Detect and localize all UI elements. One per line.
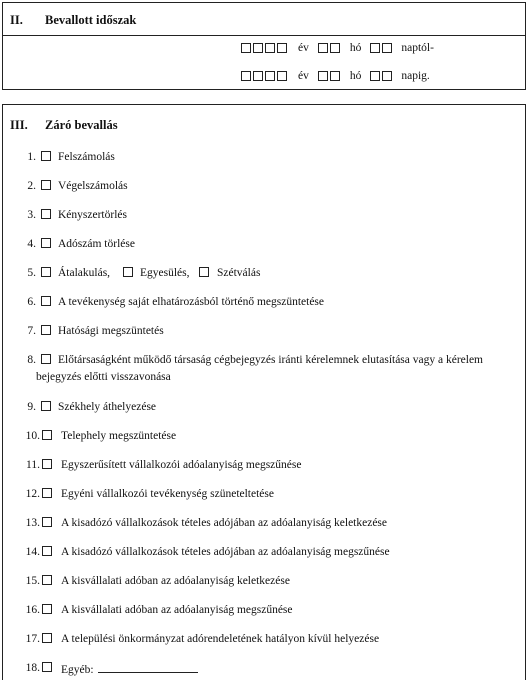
item-number: 18. bbox=[25, 662, 40, 674]
day-label: napig. bbox=[401, 70, 430, 82]
day-to-boxes[interactable] bbox=[370, 71, 392, 81]
item-label: A települési önkormányzat adórendeletének hatályon kívül helyezése bbox=[61, 633, 380, 645]
other-item bbox=[61, 660, 198, 678]
checkbox[interactable] bbox=[41, 238, 51, 248]
checkbox[interactable] bbox=[41, 180, 51, 190]
digit-box[interactable] bbox=[370, 43, 380, 53]
item-number: 5. bbox=[27, 267, 36, 279]
checkbox[interactable] bbox=[123, 267, 133, 277]
period-from-row bbox=[241, 40, 434, 56]
year-to-boxes[interactable] bbox=[241, 71, 287, 81]
item-number: 12. bbox=[25, 488, 40, 500]
digit-box[interactable] bbox=[253, 71, 263, 81]
section-title: Záró bevallás bbox=[45, 118, 118, 132]
digit-box[interactable] bbox=[382, 43, 392, 53]
item-label: A tevékenység saját elhatározásból történő megszüntetése bbox=[58, 296, 324, 308]
digit-box[interactable] bbox=[330, 71, 340, 81]
item-number: 14. bbox=[25, 546, 40, 558]
digit-box[interactable] bbox=[265, 71, 275, 81]
section-reporting-period bbox=[2, 2, 526, 90]
item-label: Egyéni vállalkozói tevékenység szüneteltetése bbox=[61, 488, 274, 500]
digit-box[interactable] bbox=[370, 71, 380, 81]
digit-box[interactable] bbox=[318, 71, 328, 81]
checkbox[interactable] bbox=[42, 604, 52, 614]
checkbox[interactable] bbox=[42, 662, 52, 672]
period-to-row bbox=[241, 68, 430, 84]
item-number: 9. bbox=[27, 401, 36, 413]
item-number: 1. bbox=[27, 151, 36, 163]
item-label: Átalakulás, bbox=[58, 267, 111, 279]
item-label: Egyesülés, bbox=[140, 267, 190, 279]
item-label: A kisvállalati adóban az adóalanyiság megszűnése bbox=[61, 604, 293, 616]
other-text-field[interactable] bbox=[98, 660, 198, 673]
digit-box[interactable] bbox=[253, 43, 263, 53]
item-number: 13. bbox=[25, 517, 40, 529]
item-label: Felszámolás bbox=[58, 151, 115, 163]
item-label: Adószám törlése bbox=[58, 238, 135, 250]
section-number: III. bbox=[10, 118, 28, 132]
day-label: naptól- bbox=[401, 42, 434, 54]
checkbox[interactable] bbox=[42, 546, 52, 556]
checkbox[interactable] bbox=[42, 430, 52, 440]
month-from-boxes[interactable] bbox=[318, 43, 340, 53]
item-number: 2. bbox=[27, 180, 36, 192]
checkbox[interactable] bbox=[41, 151, 51, 161]
item-label: Előtársaságként működő társaság cégbejegyzés iránti kérelemnek elutasítása vagy a kérelem bejegyzés előtti visszavonása bbox=[36, 354, 484, 383]
item-number: 4. bbox=[27, 238, 36, 250]
item-number: 10. bbox=[25, 430, 40, 442]
item-number: 6. bbox=[27, 296, 36, 308]
section-title: Bevallott időszak bbox=[45, 13, 137, 27]
checkbox[interactable] bbox=[41, 401, 51, 411]
item-label: Székhely áthelyezése bbox=[58, 401, 157, 413]
item-label: Kényszertörlés bbox=[58, 209, 127, 221]
checkbox[interactable] bbox=[41, 209, 51, 219]
section-header bbox=[3, 3, 525, 36]
item-number: 8. bbox=[27, 354, 36, 366]
checkbox[interactable] bbox=[42, 517, 52, 527]
checkbox[interactable] bbox=[41, 325, 51, 335]
digit-box[interactable] bbox=[241, 71, 251, 81]
item-number: 11. bbox=[26, 459, 40, 471]
year-from-boxes[interactable] bbox=[241, 43, 287, 53]
day-from-boxes[interactable] bbox=[370, 43, 392, 53]
item-label: Telephely megszüntetése bbox=[61, 430, 177, 442]
checkbox[interactable] bbox=[41, 267, 51, 277]
digit-box[interactable] bbox=[382, 71, 392, 81]
digit-box[interactable] bbox=[241, 43, 251, 53]
checkbox[interactable] bbox=[42, 633, 52, 643]
item-label: A kisadózó vállalkozások tételes adójában az adóalanyiság megszűnése bbox=[61, 546, 390, 558]
year-label: év bbox=[298, 42, 309, 54]
year-label: év bbox=[298, 70, 309, 82]
checkbox[interactable] bbox=[41, 296, 51, 306]
item-number: 15. bbox=[25, 575, 40, 587]
item-label: Szétválás bbox=[217, 267, 261, 279]
checkbox[interactable] bbox=[42, 459, 52, 469]
month-label: hó bbox=[349, 70, 362, 82]
item-number: 3. bbox=[27, 209, 36, 221]
digit-box[interactable] bbox=[318, 43, 328, 53]
checkbox[interactable] bbox=[199, 267, 209, 277]
item-label: A kisadózó vállalkozások tételes adójában az adóalanyiság keletkezése bbox=[61, 517, 388, 529]
item-number: 16. bbox=[25, 604, 40, 616]
checkbox[interactable] bbox=[42, 575, 52, 585]
digit-box[interactable] bbox=[277, 71, 287, 81]
checkbox[interactable] bbox=[42, 488, 52, 498]
item-label: A kisvállalati adóban az adóalanyiság keletkezése bbox=[61, 575, 290, 587]
item-label: Végelszámolás bbox=[58, 180, 128, 192]
section-number: II. bbox=[10, 13, 23, 27]
digit-box[interactable] bbox=[277, 43, 287, 53]
month-to-boxes[interactable] bbox=[318, 71, 340, 81]
item-label: Egyéb: bbox=[61, 664, 94, 676]
digit-box[interactable] bbox=[265, 43, 275, 53]
item-number: 7. bbox=[27, 325, 36, 337]
item-label: Hatósági megszüntetés bbox=[58, 325, 164, 337]
month-label: hó bbox=[349, 42, 362, 54]
item-number: 17. bbox=[25, 633, 40, 645]
item-label: Egyszerűsített vállalkozói adóalanyiság megszűnése bbox=[61, 459, 302, 471]
digit-box[interactable] bbox=[330, 43, 340, 53]
section-closing-return bbox=[2, 104, 526, 680]
